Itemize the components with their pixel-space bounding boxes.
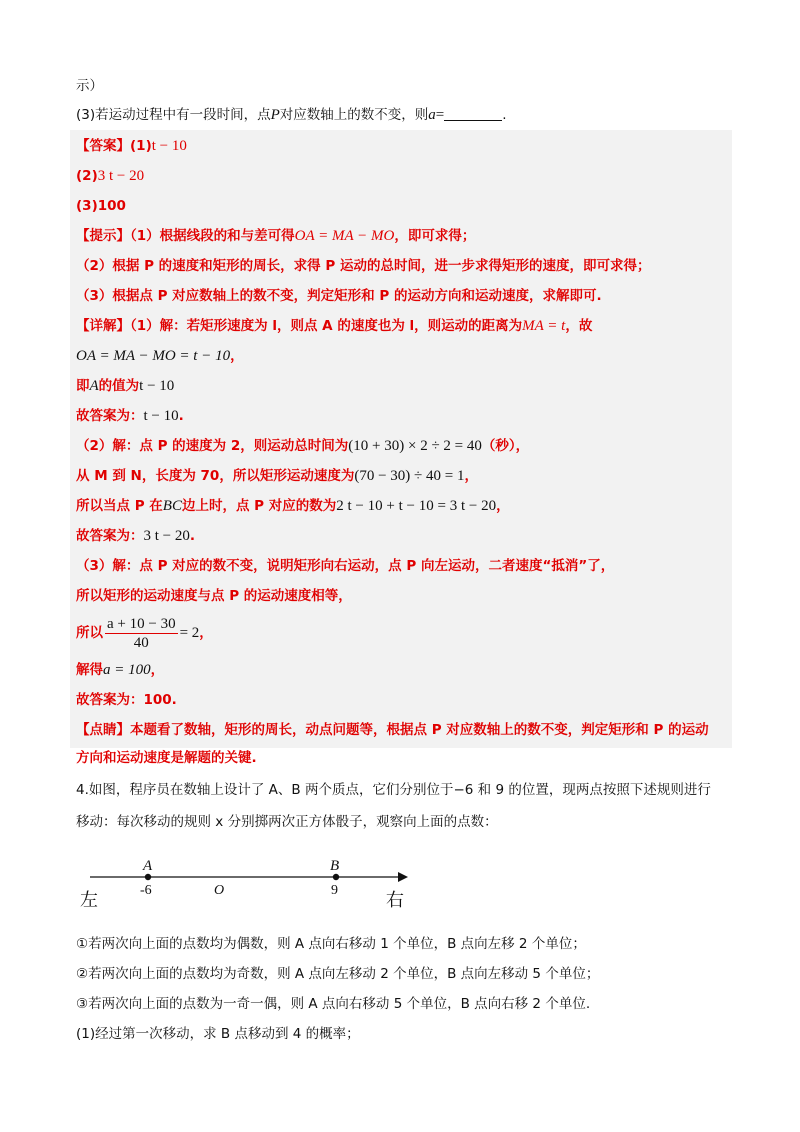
comment-line-2: 方向和运动速度是解题的关键. (76, 750, 257, 766)
detail-11-equation: = 2 (179, 625, 200, 641)
detail-line-12 (76, 660, 164, 680)
detail-5-expression: (10 + 30) × 2 ÷ 2 = 40 (348, 438, 482, 454)
detail-1-text: （1）解：若矩形速度为 l，则点 A 的速度也为 l，则运动的距离为 (130, 318, 523, 334)
question-4-line-2: 移动：每次移动的规则 x 分别掷两次正方体骰子，观察向上面的点数： (76, 814, 498, 830)
detail-11-fraction (105, 615, 178, 652)
hint-1-text: （1）根据线段的和与差可得 (130, 228, 295, 244)
hint-line-1 (76, 226, 475, 246)
detail-7-text-2: 边上时，点 P 对应的数为 (181, 498, 337, 514)
detail-8-expression: 3 t − 20 (143, 528, 190, 544)
detail-1-end: ，故 (565, 318, 593, 334)
detail-line-9: （3）解：点 P 对应的数不变，说明矩形向右运动，点 P 向左运动，二者速度“抵消”了， (76, 558, 615, 574)
answer-line-2 (76, 166, 144, 186)
detail-1-formula: MA = t (522, 318, 566, 334)
detail-8-text: 故答案为： (76, 528, 144, 544)
fraction-numerator: a + 10 − 30 (107, 615, 176, 632)
detail-7-end: ， (496, 498, 510, 514)
detail-11-text: 所以 (76, 625, 103, 641)
detail-label: 【详解】 (76, 318, 130, 334)
detail-7-text: 所以当点 P 在 (76, 498, 163, 514)
point-a-dot (145, 874, 151, 880)
detail-12-text: 解得 (76, 662, 103, 678)
detail-6-text: 从 M 到 N，长度为 70，所以矩形运动速度为 (76, 468, 355, 484)
answer-line-3: (3)100 (76, 198, 126, 214)
hint-1-end: ，即可求得； (394, 228, 476, 244)
comment-1-text: 本题看了数轴，矩形的周长，动点问题等，根据点 P 对应数轴上的数不变，判定矩形和 P 的运动 (130, 722, 709, 738)
number-line-arrowhead (398, 872, 408, 882)
detail-line-11 (76, 614, 213, 652)
hint-line-3: （3）根据点 P 对应数轴上的数不变，判定矩形和 P 的运动方向和运动速度，求解即可. (76, 288, 602, 304)
tick-label-neg6: -6 (140, 883, 152, 898)
comment-label: 【点睛】 (76, 722, 130, 738)
hint-line-2: （2）根据 P 的速度和矩形的周长，求得 P 运动的总时间，进一步求得矩形的速度，即可求得； (76, 258, 651, 274)
detail-7-expression: 2 t − 10 + t − 10 = 3 t − 20 (336, 498, 497, 514)
detail-4-text: 故答案为： (76, 408, 144, 424)
point-b-label: B (330, 858, 340, 874)
detail-2-end: ， (230, 348, 244, 364)
tick-label-9: 9 (331, 883, 338, 898)
detail-8-end: . (189, 528, 196, 544)
rule-3: ③若两次向上面的点数为一奇一偶，则 A 点向右移动 5 个单位，B 点向右移 2 个单位. (76, 996, 591, 1012)
detail-line-6 (76, 466, 478, 486)
fraction-denominator: 40 (133, 634, 149, 651)
origin-label: O (214, 883, 225, 898)
detail-line-10: 所以矩形的运动速度与点 P 的运动速度相等， (76, 588, 352, 604)
hint-1-formula: OA = MA − MO (294, 228, 395, 244)
detail-3-text-2: 的值为 (98, 378, 140, 394)
detail-2-formula: OA = MA − MO = t − 10 (76, 348, 231, 364)
question-3-line (76, 105, 507, 125)
answer-1-expression: t − 10 (151, 138, 187, 154)
detail-4-end: . (178, 408, 184, 424)
detail-7-segment-bc: BC (162, 498, 182, 514)
question-4-line-1: 4.如图，程序员在数轴上设计了 A、B 两个质点，它们分别位于−6 和 9 的位置，现两点按照下述规则进行 (76, 782, 711, 798)
detail-5-text: （2）解：点 P 的速度为 2，则运动总时间为 (76, 438, 349, 454)
comment-line-1 (76, 720, 709, 740)
detail-6-end: ， (464, 468, 478, 484)
detail-3-var-a: A (89, 378, 99, 394)
q3-text-2: 对应数轴上的数不变，则 (279, 107, 429, 123)
answer-2-number: (2) (76, 168, 98, 184)
detail-4-expression: t − 10 (143, 408, 179, 424)
detail-line-4 (76, 406, 184, 426)
question-4-part-1: (1)经过第一次移动，求 B 点移动到 4 的概率； (76, 1026, 360, 1042)
answer-line-1 (76, 136, 187, 156)
detail-6-expression: (70 − 30) ÷ 40 = 1 (354, 468, 465, 484)
hint-label: 【提示】 (76, 228, 130, 244)
point-b-dot (333, 874, 339, 880)
detail-5-end: （秒）， (481, 438, 530, 454)
detail-line-3 (76, 376, 174, 396)
detail-3-text: 即 (76, 378, 90, 394)
detail-line-2 (76, 346, 244, 366)
detail-line-7 (76, 496, 510, 516)
detail-line-8 (76, 526, 195, 546)
q3-var-a: a (428, 107, 436, 123)
right-direction-label: 右 (386, 890, 404, 910)
detail-12-equation: a = 100 (103, 662, 151, 678)
q3-text: (3)若运动过程中有一段时间，点 (76, 107, 271, 123)
answer-2-expression: 3 t − 20 (97, 168, 145, 184)
point-a-label: A (143, 858, 153, 874)
detail-line-5 (76, 436, 529, 456)
rule-2: ②若两次向上面的点数均为奇数，则 A 点向左移动 2 个单位，B 点向左移动 5 个单位； (76, 966, 600, 982)
continued-fragment: 示） (76, 78, 103, 94)
detail-11-end: ， (199, 625, 213, 641)
number-line-figure (80, 850, 420, 914)
detail-12-end: ， (150, 662, 165, 678)
answer-label: 【答案】 (76, 138, 130, 154)
answer-1-number: (1) (130, 138, 152, 154)
detail-3-expression: t − 10 (139, 378, 175, 394)
q3-point-p: P (270, 107, 280, 123)
q3-period: . (502, 107, 507, 123)
detail-line-13: 故答案为：100. (76, 692, 177, 708)
detail-line-1 (76, 316, 592, 336)
left-direction-label: 左 (80, 890, 98, 910)
q3-answer-blank (444, 106, 502, 121)
rule-1: ①若两次向上面的点数均为偶数，则 A 点向右移动 1 个单位，B 点向左移 2 个单位； (76, 936, 586, 952)
q3-equals: = (435, 107, 445, 123)
